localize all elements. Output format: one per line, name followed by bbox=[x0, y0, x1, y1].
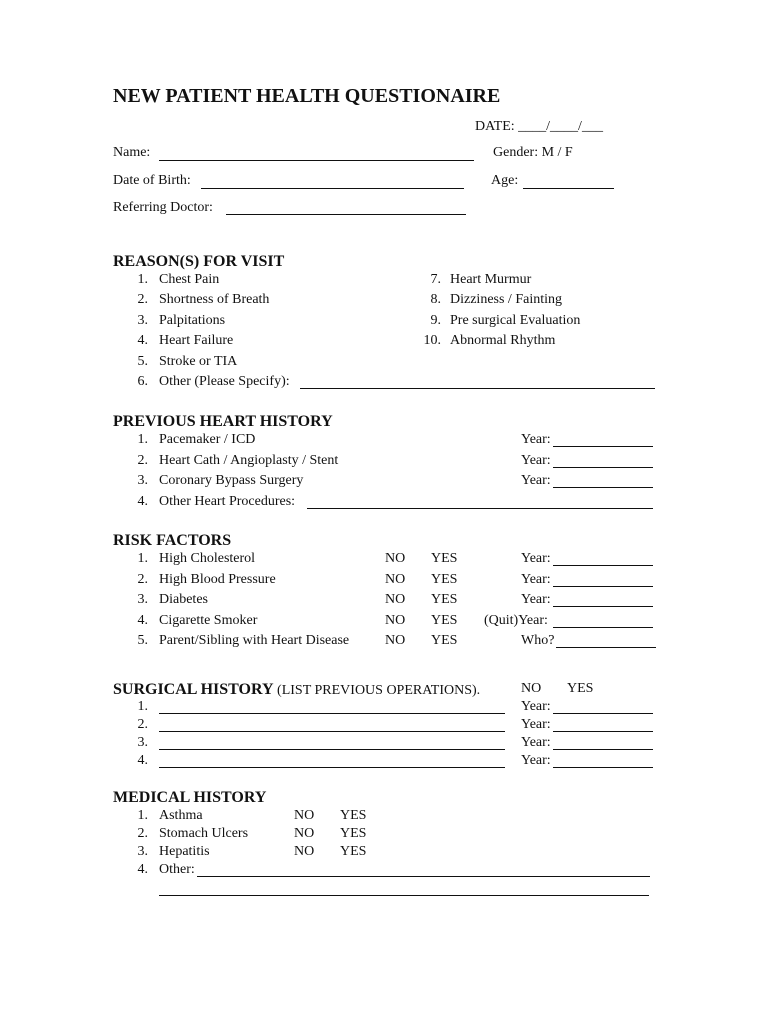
reason-heart-failure[interactable]: Heart Failure bbox=[159, 333, 234, 348]
operation-field[interactable] bbox=[159, 713, 505, 714]
reason-palpitations[interactable]: Palpitations bbox=[159, 313, 226, 328]
operation-field[interactable] bbox=[159, 731, 505, 732]
reason-pre-surgical[interactable]: Pre surgical Evaluation bbox=[450, 313, 581, 328]
no-option[interactable]: NO bbox=[294, 826, 315, 841]
no-option[interactable]: NO bbox=[294, 844, 315, 859]
page-title: NEW PATIENT HEALTH QUESTIONAIRE bbox=[113, 85, 501, 107]
year-field[interactable] bbox=[553, 586, 653, 587]
reason-heart-murmur[interactable]: Heart Murmur bbox=[450, 272, 532, 287]
name-label: Name: bbox=[113, 145, 151, 160]
operation-field[interactable] bbox=[159, 767, 505, 768]
year-label: Year: bbox=[521, 551, 551, 566]
year-field[interactable] bbox=[553, 627, 653, 628]
no-option[interactable]: NO bbox=[385, 613, 406, 628]
age-field[interactable] bbox=[523, 188, 614, 189]
year-field[interactable] bbox=[553, 467, 653, 468]
referring-label: Referring Doctor: bbox=[113, 200, 213, 215]
list-number: 3. bbox=[137, 844, 148, 859]
medical-item-label: Other: bbox=[159, 862, 195, 877]
list-number: 1. bbox=[137, 699, 148, 714]
risk-item-label: High Blood Pressure bbox=[159, 572, 276, 587]
dob-field[interactable] bbox=[201, 188, 464, 189]
name-field[interactable] bbox=[159, 160, 474, 161]
year-label: Year: bbox=[521, 453, 551, 468]
medical-heading: MEDICAL HISTORY bbox=[113, 789, 267, 806]
list-number: 4. bbox=[137, 753, 148, 768]
year-label: Year: bbox=[521, 717, 551, 732]
other-medical-field-2[interactable] bbox=[159, 895, 649, 896]
list-number: 2. bbox=[137, 453, 148, 468]
yes-option[interactable]: YES bbox=[340, 844, 367, 859]
year-field[interactable] bbox=[553, 749, 653, 750]
heart-history-heading: PREVIOUS HEART HISTORY bbox=[113, 413, 333, 430]
year-field[interactable] bbox=[553, 767, 653, 768]
surgical-subheading: (LIST PREVIOUS OPERATIONS). bbox=[277, 683, 481, 698]
year-label: Year: bbox=[521, 753, 551, 768]
list-number: 5. bbox=[137, 633, 148, 648]
gender-field[interactable]: Gender: M / F bbox=[493, 145, 573, 160]
no-option[interactable]: NO bbox=[294, 808, 315, 823]
yes-option[interactable]: YES bbox=[431, 572, 458, 587]
dob-label: Date of Birth: bbox=[113, 173, 191, 188]
list-number: 2. bbox=[137, 292, 148, 307]
yes-option[interactable]: YES bbox=[567, 681, 594, 696]
list-number: 2. bbox=[137, 572, 148, 587]
year-label: (Quit)Year: bbox=[484, 613, 548, 628]
age-label: Age: bbox=[491, 173, 519, 188]
reason-abnormal-rhythm[interactable]: Abnormal Rhythm bbox=[450, 333, 556, 348]
heart-item-label: Coronary Bypass Surgery bbox=[159, 473, 304, 488]
list-number: 2. bbox=[137, 717, 148, 732]
reason-other-label: Other (Please Specify): bbox=[159, 374, 290, 389]
yes-option[interactable]: YES bbox=[431, 551, 458, 566]
other-medical-field[interactable] bbox=[197, 876, 650, 877]
list-number: 1. bbox=[137, 808, 148, 823]
reason-dizziness[interactable]: Dizziness / Fainting bbox=[450, 292, 562, 307]
list-number: 8. bbox=[430, 292, 441, 307]
list-number: 3. bbox=[137, 473, 148, 488]
surgical-heading-row bbox=[113, 682, 480, 698]
year-field[interactable] bbox=[553, 731, 653, 732]
list-number: 3. bbox=[137, 735, 148, 750]
year-field[interactable] bbox=[553, 713, 653, 714]
yes-option[interactable]: YES bbox=[431, 633, 458, 648]
heart-item-label: Pacemaker / ICD bbox=[159, 432, 256, 447]
yes-option[interactable]: YES bbox=[340, 808, 367, 823]
list-number: 3. bbox=[137, 592, 148, 607]
date-field[interactable]: DATE: ____/____/___ bbox=[475, 119, 603, 134]
no-option[interactable]: NO bbox=[385, 572, 406, 587]
no-option[interactable]: NO bbox=[521, 681, 542, 696]
year-field[interactable] bbox=[553, 606, 653, 607]
no-option[interactable]: NO bbox=[385, 633, 406, 648]
who-field[interactable] bbox=[556, 647, 656, 648]
reason-other-field[interactable] bbox=[300, 388, 655, 389]
list-number: 3. bbox=[137, 313, 148, 328]
referring-field[interactable] bbox=[226, 214, 466, 215]
heart-item-label: Heart Cath / Angioplasty / Stent bbox=[159, 453, 339, 468]
operation-field[interactable] bbox=[159, 749, 505, 750]
no-option[interactable]: NO bbox=[385, 551, 406, 566]
risk-item-label: High Cholesterol bbox=[159, 551, 256, 566]
yes-option[interactable]: YES bbox=[431, 592, 458, 607]
year-field[interactable] bbox=[553, 565, 653, 566]
list-number: 6. bbox=[137, 374, 148, 389]
risk-heading: RISK FACTORS bbox=[113, 532, 232, 549]
no-option[interactable]: NO bbox=[385, 592, 406, 607]
list-number: 2. bbox=[137, 826, 148, 841]
list-number: 4. bbox=[137, 613, 148, 628]
year-label: Year: bbox=[521, 473, 551, 488]
year-label: Year: bbox=[521, 735, 551, 750]
year-field[interactable] bbox=[553, 446, 653, 447]
yes-option[interactable]: YES bbox=[340, 826, 367, 841]
list-number: 4. bbox=[137, 494, 148, 509]
heart-item-label: Other Heart Procedures: bbox=[159, 494, 296, 509]
yes-option[interactable]: YES bbox=[431, 613, 458, 628]
medical-item-label: Hepatitis bbox=[159, 844, 210, 859]
year-label: Year: bbox=[521, 592, 551, 607]
year-label: Year: bbox=[521, 572, 551, 587]
list-number: 4. bbox=[137, 333, 148, 348]
year-label: Year: bbox=[521, 432, 551, 447]
year-label: Year: bbox=[521, 699, 551, 714]
risk-item-label: Cigarette Smoker bbox=[159, 613, 258, 628]
medical-item-label: Stomach Ulcers bbox=[159, 826, 249, 841]
risk-item-label: Diabetes bbox=[159, 592, 208, 607]
list-number: 1. bbox=[137, 432, 148, 447]
list-number: 5. bbox=[137, 354, 148, 369]
surgical-heading: SURGICAL HISTORY bbox=[113, 681, 274, 698]
list-number: 1. bbox=[137, 272, 148, 287]
list-number: 1. bbox=[137, 551, 148, 566]
risk-item-label: Parent/Sibling with Heart Disease bbox=[159, 633, 350, 648]
reason-shortness-of-breath[interactable]: Shortness of Breath bbox=[159, 292, 270, 307]
list-number: 4. bbox=[137, 862, 148, 877]
reasons-heading: REASON(S) FOR VISIT bbox=[113, 253, 285, 270]
reason-stroke-tia[interactable]: Stroke or TIA bbox=[159, 354, 238, 369]
year-field[interactable] bbox=[553, 487, 653, 488]
list-number: 7. bbox=[430, 272, 441, 287]
who-label: Who? bbox=[521, 633, 555, 648]
medical-item-label: Asthma bbox=[159, 808, 203, 823]
reason-chest-pain[interactable]: Chest Pain bbox=[159, 272, 220, 287]
other-procedures-field[interactable] bbox=[307, 508, 653, 509]
list-number: 9. bbox=[430, 313, 441, 328]
list-number: 10. bbox=[423, 333, 441, 348]
